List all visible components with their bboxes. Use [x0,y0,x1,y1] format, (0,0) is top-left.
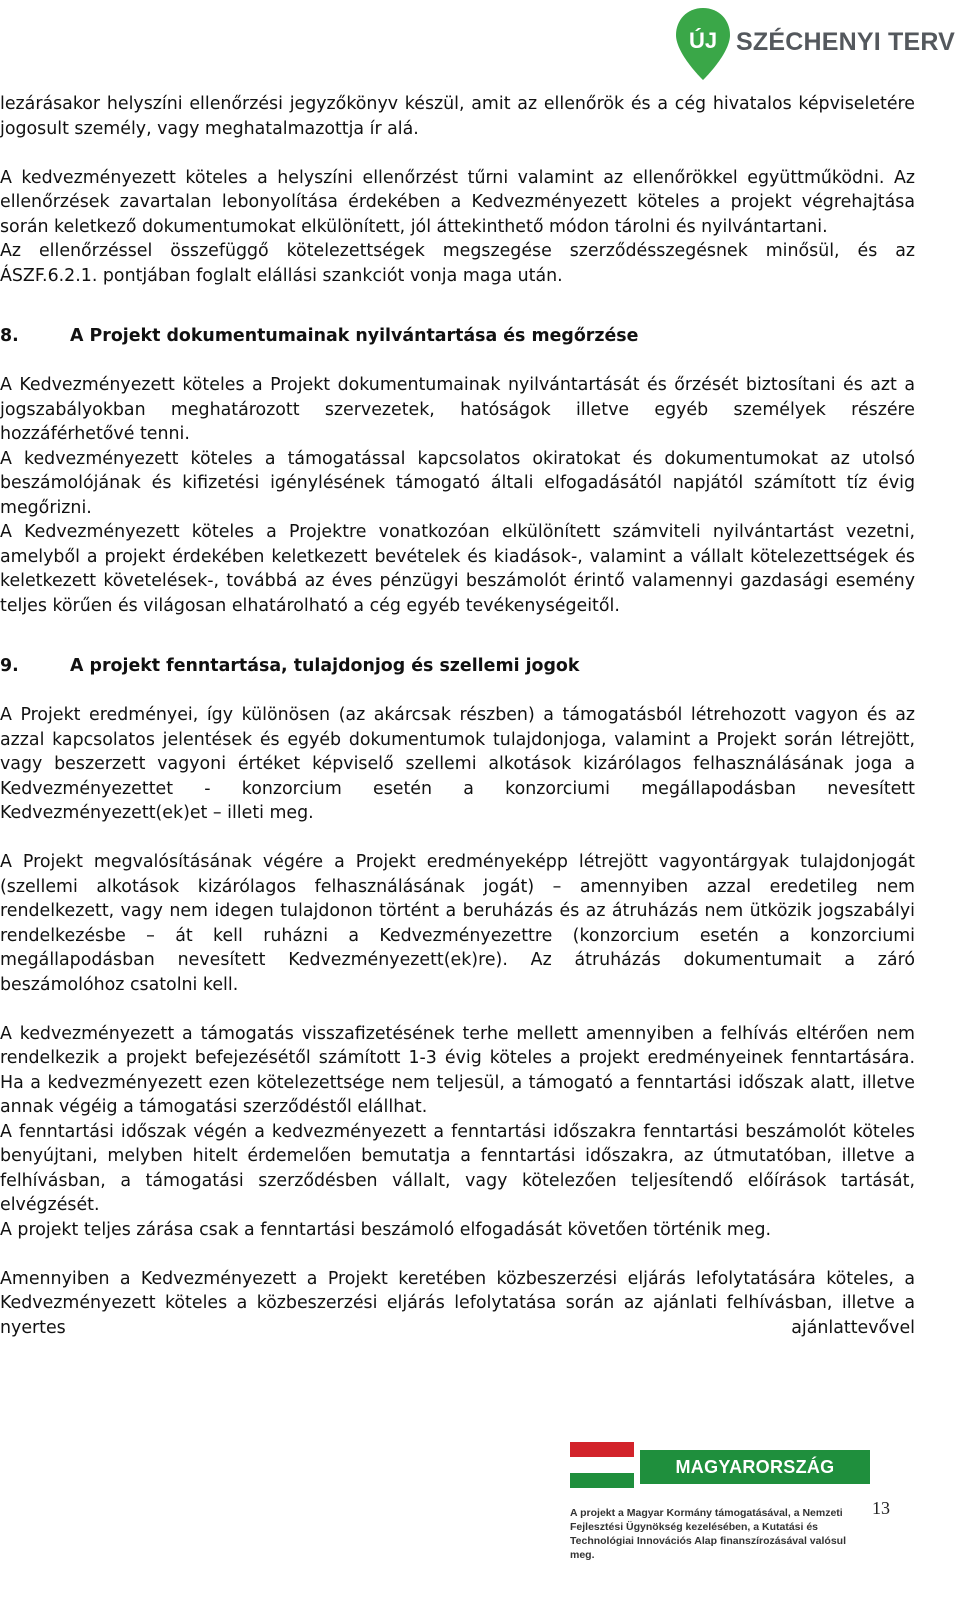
uj-szechenyi-terv-logo [674,6,954,86]
document-body [0,92,915,1340]
section-title: A projekt fenntartása, tulajdonjog és szellemi jogok [70,656,580,676]
banner-text: MAGYARORSZÁG MEGÚJUL [640,1450,870,1484]
logo-brand-text: SZÉCHENYI TERV [736,28,956,56]
paragraph: A projekt teljes zárása csak a fenntartási beszámoló elfogadását követően történik meg. [0,1219,772,1240]
logo-pin-text: ÚJ [688,28,718,53]
paragraph: A Kedvezményezett köteles a Projekt dokumentumainak nyilvántartását és őrzését biztosítani és azt a jogszabályokban meghatározott szervezetek, hatóságok illetve egyéb személyek részére hozzáférhetővé tenni. [0,375,915,444]
paragraph: A Projekt eredményei, így különösen (az akárcsak részben) a támogatásból létrehozott vagyon és az azzal kapcsolatos jelentések és egyéb dokumentumok tulajdonjoga, valamint a Projekt során létrejött, vagy beszerzett vagyoni értéket képviselő szellemi alkotások kizárólagos felhasználásának joga a Kedvezményezettet - konzorcium esetén a konzorciumi megállapodásban nevesített Kedvezményezett(ek)et – illeti meg. [0,705,915,823]
paragraph: A kedvezményezett köteles a támogatással kapcsolatos okiratokat és dokumentumokat az utolsó beszámolójának és kifizetési igénylésének támogató általi elfogadásától napjától számított tíz évig megőrizni. [0,448,915,518]
section-number: 9. [0,656,19,676]
section-9-heading [0,654,915,679]
paragraph: Amennyiben a Kedvezményezett a Projekt keretében közbeszerzési eljárás lefolytatására köteles, a Kedvezményezett köteles a közbeszerzési eljárás lefolytatása során az ajánlati felhívásban, illetve a nyertes ajánlattevővel [0,1268,915,1338]
paragraph: A fenntartási időszak végén a kedvezményezett a fenntartási időszakra fenntartási beszámolót köteles benyújtani, melyben hitelt érdemelően bemutatja a fenntartási időszakra, az útmutatóban, illetve a felhívásban, a támogatási szerződésben vállalt, vagy kötelezően teljesítendő előírások tartását, elvégzését. [0,1121,915,1215]
hungarian-flag-icon [570,1442,634,1488]
funding-note: A projekt a Magyar Kormány támogatásával, a Nemzeti Fejlesztési Ügynökség kezelésében, a Kutatási és Technológiai Innovációs Alap finanszírozásával valósul meg. [570,1507,846,1561]
section-number: 8. [0,326,19,346]
section-title: A Projekt dokumentumainak nyilvántartása és megőrzése [70,326,639,346]
paragraph: A Projekt megvalósításának végére a Projekt eredményeképp létrejött vagyontárgyak tulajdonjogát (szellemi alkotások kizárólagos felhasználásának jogát) – amennyiben azzal eredetileg nem rendelkezett, vagy nem idegen tulajdonon történt a beruházás és az átruházás nem ütközik jogszabályi rendelkezésbe – át kell ruházni a Kedvezményezettre (konzorcium esetén a konzorciumi megállapodásban nevesített Kedvezményezett(ek)re). Az átruházás dokumentumait a záró beszámolóhoz csatolni kell. [0,852,915,995]
paragraph: Az ellenőrzéssel összefüggő kötelezettségek megszegése szerződésszegésnek minősül, és az ÁSZF.6.2.1. pontjában foglalt elállási szankciót vonja maga után. [0,241,915,286]
paragraph: A kedvezményezett köteles a helyszíni ellenőrzést tűrni valamint az ellenőrökkel együttműködni. Az ellenőrzések zavartalan lebonyolítása érdekében a Kedvezményezett köteles a projekt végrehajtása során keletkező dokumentumokat elkülönített, jól áttekinthető módon tárolni és nyilvántartani. [0,167,915,237]
paragraph: lezárásakor helyszíni ellenőrzési jegyzőkönyv készül, amit az ellenőrök és a cég hivatalos képviseletére jogosult személy, vagy meghatalmazottja ír alá. [0,94,915,139]
page-number: 13 [872,1498,890,1518]
paragraph: A Kedvezményezett köteles a Projektre vonatkozóan elkülönített számviteli nyilvántartást vezetni, amelyből a projekt érdekében keletkezett bevételek és kiadások-, valamint a vállalt kötelezettségek és keletkezett követelések-, továbbá az éves pénzügyi beszámolót érintő valamennyi gazdasági esemény teljes körűen és világosan elhatárolható a cég egyéb tevékenységeitől. [0,522,915,616]
paragraph: A kedvezményezett a támogatás visszafizetésének terhe mellett amennyiben a felhívás eltérően nem rendelkezik a projekt befejezésétől számított 1-3 évig köteles a projekt eredményeinek fenntartására. Ha a kedvezményezett ezen kötelezettsége nem teljesül, a támogató a fenntartási időszak alatt, illetve annak végéig a támogatási szerződéstől elállhat. [0,1023,915,1117]
section-8-heading [0,324,915,349]
